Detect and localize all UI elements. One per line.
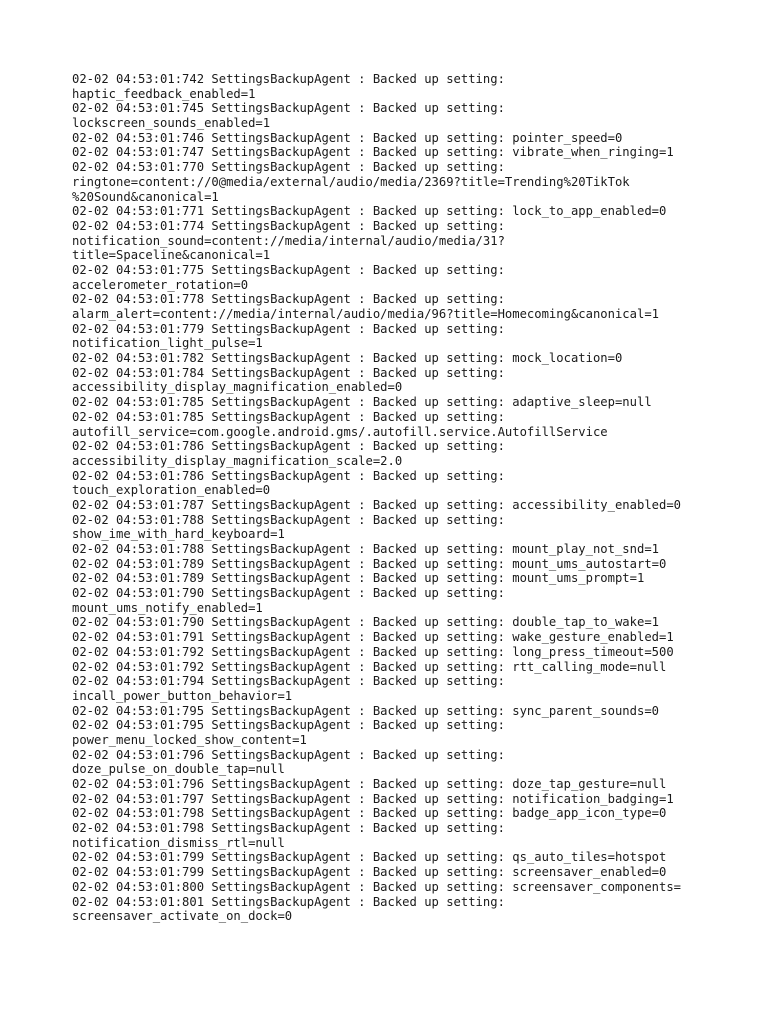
log-line: 02-02 04:53:01:787 SettingsBackupAgent : Backed up setting: accessibility_enabled=0 xyxy=(72,497,682,512)
log-line: 02-02 04:53:01:801 SettingsBackupAgent : Backed up setting: xyxy=(72,894,505,909)
log-line: 02-02 04:53:01:800 SettingsBackupAgent : Backed up setting: screensaver_components= xyxy=(72,879,682,894)
log-line: 02-02 04:53:01:794 SettingsBackupAgent : Backed up setting: xyxy=(72,674,505,689)
log-line: 02-02 04:53:01:798 SettingsBackupAgent : Backed up setting: badge_app_icon_type=0 xyxy=(72,806,667,821)
log-line: 02-02 04:53:01:742 SettingsBackupAgent : Backed up setting: xyxy=(72,72,505,86)
log-line: screensaver_activate_on_dock=0 xyxy=(72,909,293,924)
log-line: alarm_alert=content://media/internal/audio/media/96?title=Homecoming&canonical=1 xyxy=(72,307,659,321)
log-line: 02-02 04:53:01:791 SettingsBackupAgent : Backed up setting: wake_gesture_enabled=1 xyxy=(72,630,674,645)
log-line: 02-02 04:53:01:779 SettingsBackupAgent : Backed up setting: xyxy=(72,321,505,336)
log-line: ringtone=content://0@media/external/audio/media/2369?title=Trending%20TikTok xyxy=(72,174,630,189)
log-line: lockscreen_sounds_enabled=1 xyxy=(72,116,271,131)
log-line: 02-02 04:53:01:792 SettingsBackupAgent : Backed up setting: rtt_calling_mode=null xyxy=(72,659,667,674)
log-line: 02-02 04:53:01:771 SettingsBackupAgent : Backed up setting: lock_to_app_enabled=0 xyxy=(72,204,667,219)
log-line: 02-02 04:53:01:778 SettingsBackupAgent : Backed up setting: xyxy=(72,292,505,307)
log-line: 02-02 04:53:01:784 SettingsBackupAgent : Backed up setting: xyxy=(72,365,505,380)
log-line: 02-02 04:53:01:790 SettingsBackupAgent : Backed up setting: xyxy=(72,586,505,601)
log-line: 02-02 04:53:01:786 SettingsBackupAgent : Backed up setting: xyxy=(72,439,505,454)
log-line: 02-02 04:53:01:796 SettingsBackupAgent : Backed up setting: doze_tap_gesture=null xyxy=(72,777,667,791)
log-line: 02-02 04:53:01:792 SettingsBackupAgent : Backed up setting: long_press_timeout=500 xyxy=(72,644,674,659)
log-line: 02-02 04:53:01:799 SettingsBackupAgent : Backed up setting: screensaver_enabled=0 xyxy=(72,865,667,880)
log-line: 02-02 04:53:01:785 SettingsBackupAgent : Backed up setting: adaptive_sleep=null xyxy=(72,395,652,410)
log-line: 02-02 04:53:01:799 SettingsBackupAgent : Backed up setting: qs_auto_tiles=hotspot xyxy=(72,850,667,865)
log-line: incall_power_button_behavior=1 xyxy=(72,688,293,703)
log-line: accessibility_display_magnification_enabled=0 xyxy=(72,380,403,395)
log-line: 02-02 04:53:01:774 SettingsBackupAgent : Backed up setting: xyxy=(72,218,505,233)
log-line: 02-02 04:53:01:746 SettingsBackupAgent : Backed up setting: pointer_speed=0 xyxy=(72,130,623,145)
log-line: 02-02 04:53:01:797 SettingsBackupAgent : Backed up setting: notification_badging=1 xyxy=(72,791,674,806)
log-line: 02-02 04:53:01:795 SettingsBackupAgent : Backed up setting: sync_parent_sounds=0 xyxy=(72,703,659,718)
log-line: 02-02 04:53:01:745 SettingsBackupAgent : Backed up setting: xyxy=(72,101,505,116)
log-line: show_ime_with_hard_keyboard=1 xyxy=(72,527,285,542)
log-line: notification_light_pulse=1 xyxy=(72,336,263,351)
log-line: 02-02 04:53:01:770 SettingsBackupAgent : Backed up setting: xyxy=(72,160,505,175)
log-line: accelerometer_rotation=0 xyxy=(72,277,249,292)
log-line: haptic_feedback_enabled=1 xyxy=(72,86,256,101)
log-line: power_menu_locked_show_content=1 xyxy=(72,732,307,747)
log-line: 02-02 04:53:01:789 SettingsBackupAgent : Backed up setting: mount_ums_prompt=1 xyxy=(72,571,645,586)
log-line: title=Spaceline&canonical=1 xyxy=(72,248,271,263)
log-line: 02-02 04:53:01:788 SettingsBackupAgent : Backed up setting: xyxy=(72,512,505,527)
log-line: doze_pulse_on_double_tap=null xyxy=(72,762,285,777)
log-line: 02-02 04:53:01:788 SettingsBackupAgent : Backed up setting: mount_play_not_snd=1 xyxy=(72,542,659,556)
log-line: accessibility_display_magnification_scale=2.0 xyxy=(72,453,403,468)
log-text-block xyxy=(72,72,752,924)
log-line: notification_sound=content://media/internal/audio/media/31? xyxy=(72,233,505,248)
log-line: autofill_service=com.google.android.gms/.autofill.service.AutofillService xyxy=(72,424,608,439)
log-line: 02-02 04:53:01:782 SettingsBackupAgent : Backed up setting: mock_location=0 xyxy=(72,351,623,366)
log-line: 02-02 04:53:01:786 SettingsBackupAgent : Backed up setting: xyxy=(72,468,505,483)
log-line: 02-02 04:53:01:747 SettingsBackupAgent : Backed up setting: vibrate_when_ringing=1 xyxy=(72,145,674,160)
log-line: notification_dismiss_rtl=null xyxy=(72,835,285,850)
log-line: %20Sound&canonical=1 xyxy=(72,189,219,204)
log-line: touch_exploration_enabled=0 xyxy=(72,483,271,498)
log-line: 02-02 04:53:01:785 SettingsBackupAgent : Backed up setting: xyxy=(72,409,505,424)
log-line: 02-02 04:53:01:798 SettingsBackupAgent : Backed up setting: xyxy=(72,821,505,836)
log-line: 02-02 04:53:01:775 SettingsBackupAgent : Backed up setting: xyxy=(72,262,505,277)
log-line: 02-02 04:53:01:790 SettingsBackupAgent : Backed up setting: double_tap_to_wake=1 xyxy=(72,615,659,630)
log-line: 02-02 04:53:01:796 SettingsBackupAgent : Backed up setting: xyxy=(72,747,505,762)
log-line: mount_ums_notify_enabled=1 xyxy=(72,600,263,615)
log-line: 02-02 04:53:01:789 SettingsBackupAgent : Backed up setting: mount_ums_autostart=0 xyxy=(72,556,667,571)
log-line: 02-02 04:53:01:795 SettingsBackupAgent : Backed up setting: xyxy=(72,718,505,733)
